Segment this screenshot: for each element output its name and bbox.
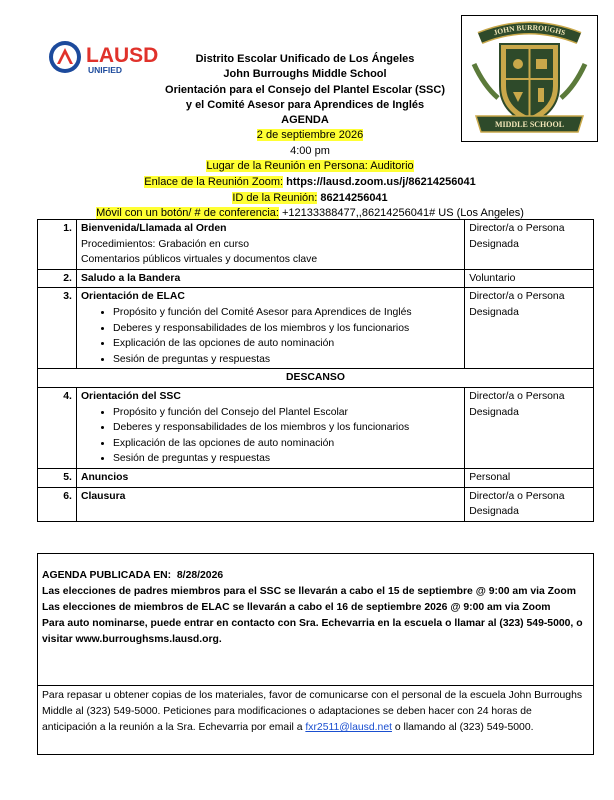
item-presenter: Director/a o Persona Designada [465,288,594,369]
item-description [76,387,464,468]
agenda-row [38,487,594,521]
item-line: Comentarios públicos virtuales y documentos clave [80,254,318,266]
bullet-item: • Sesión de preguntas y respuestas [113,352,460,368]
item-presenter: Voluntario [465,269,594,288]
crest-top-text: JOHN BURROUGHS [492,22,567,38]
logo-text: LAUSD [86,44,159,67]
item-description [76,468,464,487]
meeting-id-label: ID de la Reunión: [232,192,318,204]
item-title: Orientación de ELAC [80,291,185,303]
meeting-date [80,128,540,144]
posted-date: 8/28/2026 [176,570,224,581]
meeting-location [80,159,540,175]
item-bullets [81,305,460,367]
item-description [76,220,464,270]
item-title: Bienvenida/Llamada al Orden [80,223,227,234]
posted-label: AGENDA PUBLICADA EN: [42,570,172,581]
break-row [38,369,594,388]
materials-note-end: o llamando al (323) 549-5000. [391,722,534,733]
item-number: 2. [38,269,77,288]
item-title: Saludo a la Bandera [80,272,181,284]
item-bullets [81,405,460,467]
bullet-item: • Explicación de las opciones de auto nominación [113,336,460,352]
item-title: Orientación del SSC [80,390,181,402]
elections-info-box [37,553,594,686]
meeting-date-text: 2 de septiembre 2026 [256,129,364,141]
phone-number: +12133388477,,86214256041# US (Los Angeles) [282,207,524,219]
bullet-item: • Deberes y responsabilidades de los miembros y los funcionarios [113,321,460,337]
item-title: Anuncios [80,471,129,483]
bullet-item: • Deberes y responsabilidades de los miembros y los funcionarios [113,420,460,436]
item-number: 4. [38,387,77,468]
agenda-row [38,387,594,468]
agenda-row [38,220,594,270]
logo-subtext: UNIFIED [88,65,122,75]
school-crest [461,15,598,142]
item-number: 5. [38,468,77,487]
zoom-link-line [80,175,540,191]
break-label: DESCANSO [38,369,594,388]
school-name: John Burroughs Middle School [223,68,387,81]
header-title-block [140,52,470,128]
crest-bottom-text: MIDDLE SCHOOL [494,120,565,129]
elac-elections-note: Las elecciones de miembros de ELAC se llevarán a cabo el 16 de septiembre 2026 @ 9:00 am via Zoom [42,602,551,613]
agenda-row [38,288,594,369]
item-presenter: Director/a o Persona Designada [465,220,594,270]
materials-note-box [37,685,594,755]
posted-line [42,568,589,584]
orientation-line-1: Orientación para el Consejo del Plantel Escolar (SSC) [165,83,445,96]
item-number: 6. [38,487,77,521]
item-description [76,487,464,521]
agenda-label: AGENDA [281,114,329,127]
agenda-row [38,468,594,487]
agenda-table [37,219,594,522]
bullet-item: • Sesión de preguntas y respuestas [113,451,460,467]
item-line: Procedimientos: Grabación en curso [80,238,250,250]
ssc-elections-note: Las elecciones de padres miembros para el SSC se llevarán a cabo el 15 de septiembre @ 9:00 am via Zoom [42,586,576,597]
bullet-item: • Propósito y función del Consejo del Plantel Escolar [113,405,460,421]
agenda-row [38,269,594,288]
meeting-id: 86214256041 [320,192,388,204]
meeting-id-line [80,191,540,207]
item-presenter: Director/a o Persona Designada [465,487,594,521]
bullet-item: • Explicación de las opciones de auto nominación [113,436,460,452]
contact-email-link[interactable]: fxr2511@lausd.net [305,722,392,733]
orientation-line-2: y el Comité Asesor para Aprendices de Inglés [185,98,425,111]
item-presenter: Director/a o Persona Designada [465,387,594,468]
item-description [76,269,464,288]
meeting-location-text: Lugar de la Reunión en Persona: Auditorio [206,160,414,172]
bullet-item: • Propósito y función del Comité Asesor para Aprendices de Inglés [113,305,460,321]
zoom-link[interactable]: https://lausd.zoom.us/j/86214256041 [286,176,476,188]
materials-note-text: Para repasar u obtener copias de los materiales, favor de comunicarse con el personal de la escuela John Burroughs Middle al (323) 549-5000. Peticiones para modificaciones o adaptaciones se deben hacer con 24 horas de anticipación a la reunión a la Sra. Echevarria por email a [42,690,583,733]
district-name: Distrito Escolar Unificado de Los Ángeles [195,53,415,65]
nomination-note: Para auto nominarse, puede entrar en contacto con Sra. Echevarria en la escuela o llamar al (323) 549-5000, o visitar www.burroughsms.lausd.org. [42,618,583,645]
item-number: 3. [38,288,77,369]
item-description [76,288,464,369]
item-title: Clausura [80,490,126,502]
phone-label: Móvil con un botón/ # de conferencia: [96,207,279,219]
item-number: 1. [38,220,77,270]
item-presenter: Personal [465,468,594,487]
meeting-time: 4:00 pm [290,145,330,157]
zoom-link-label: Enlace de la Reunión Zoom: [144,176,284,188]
